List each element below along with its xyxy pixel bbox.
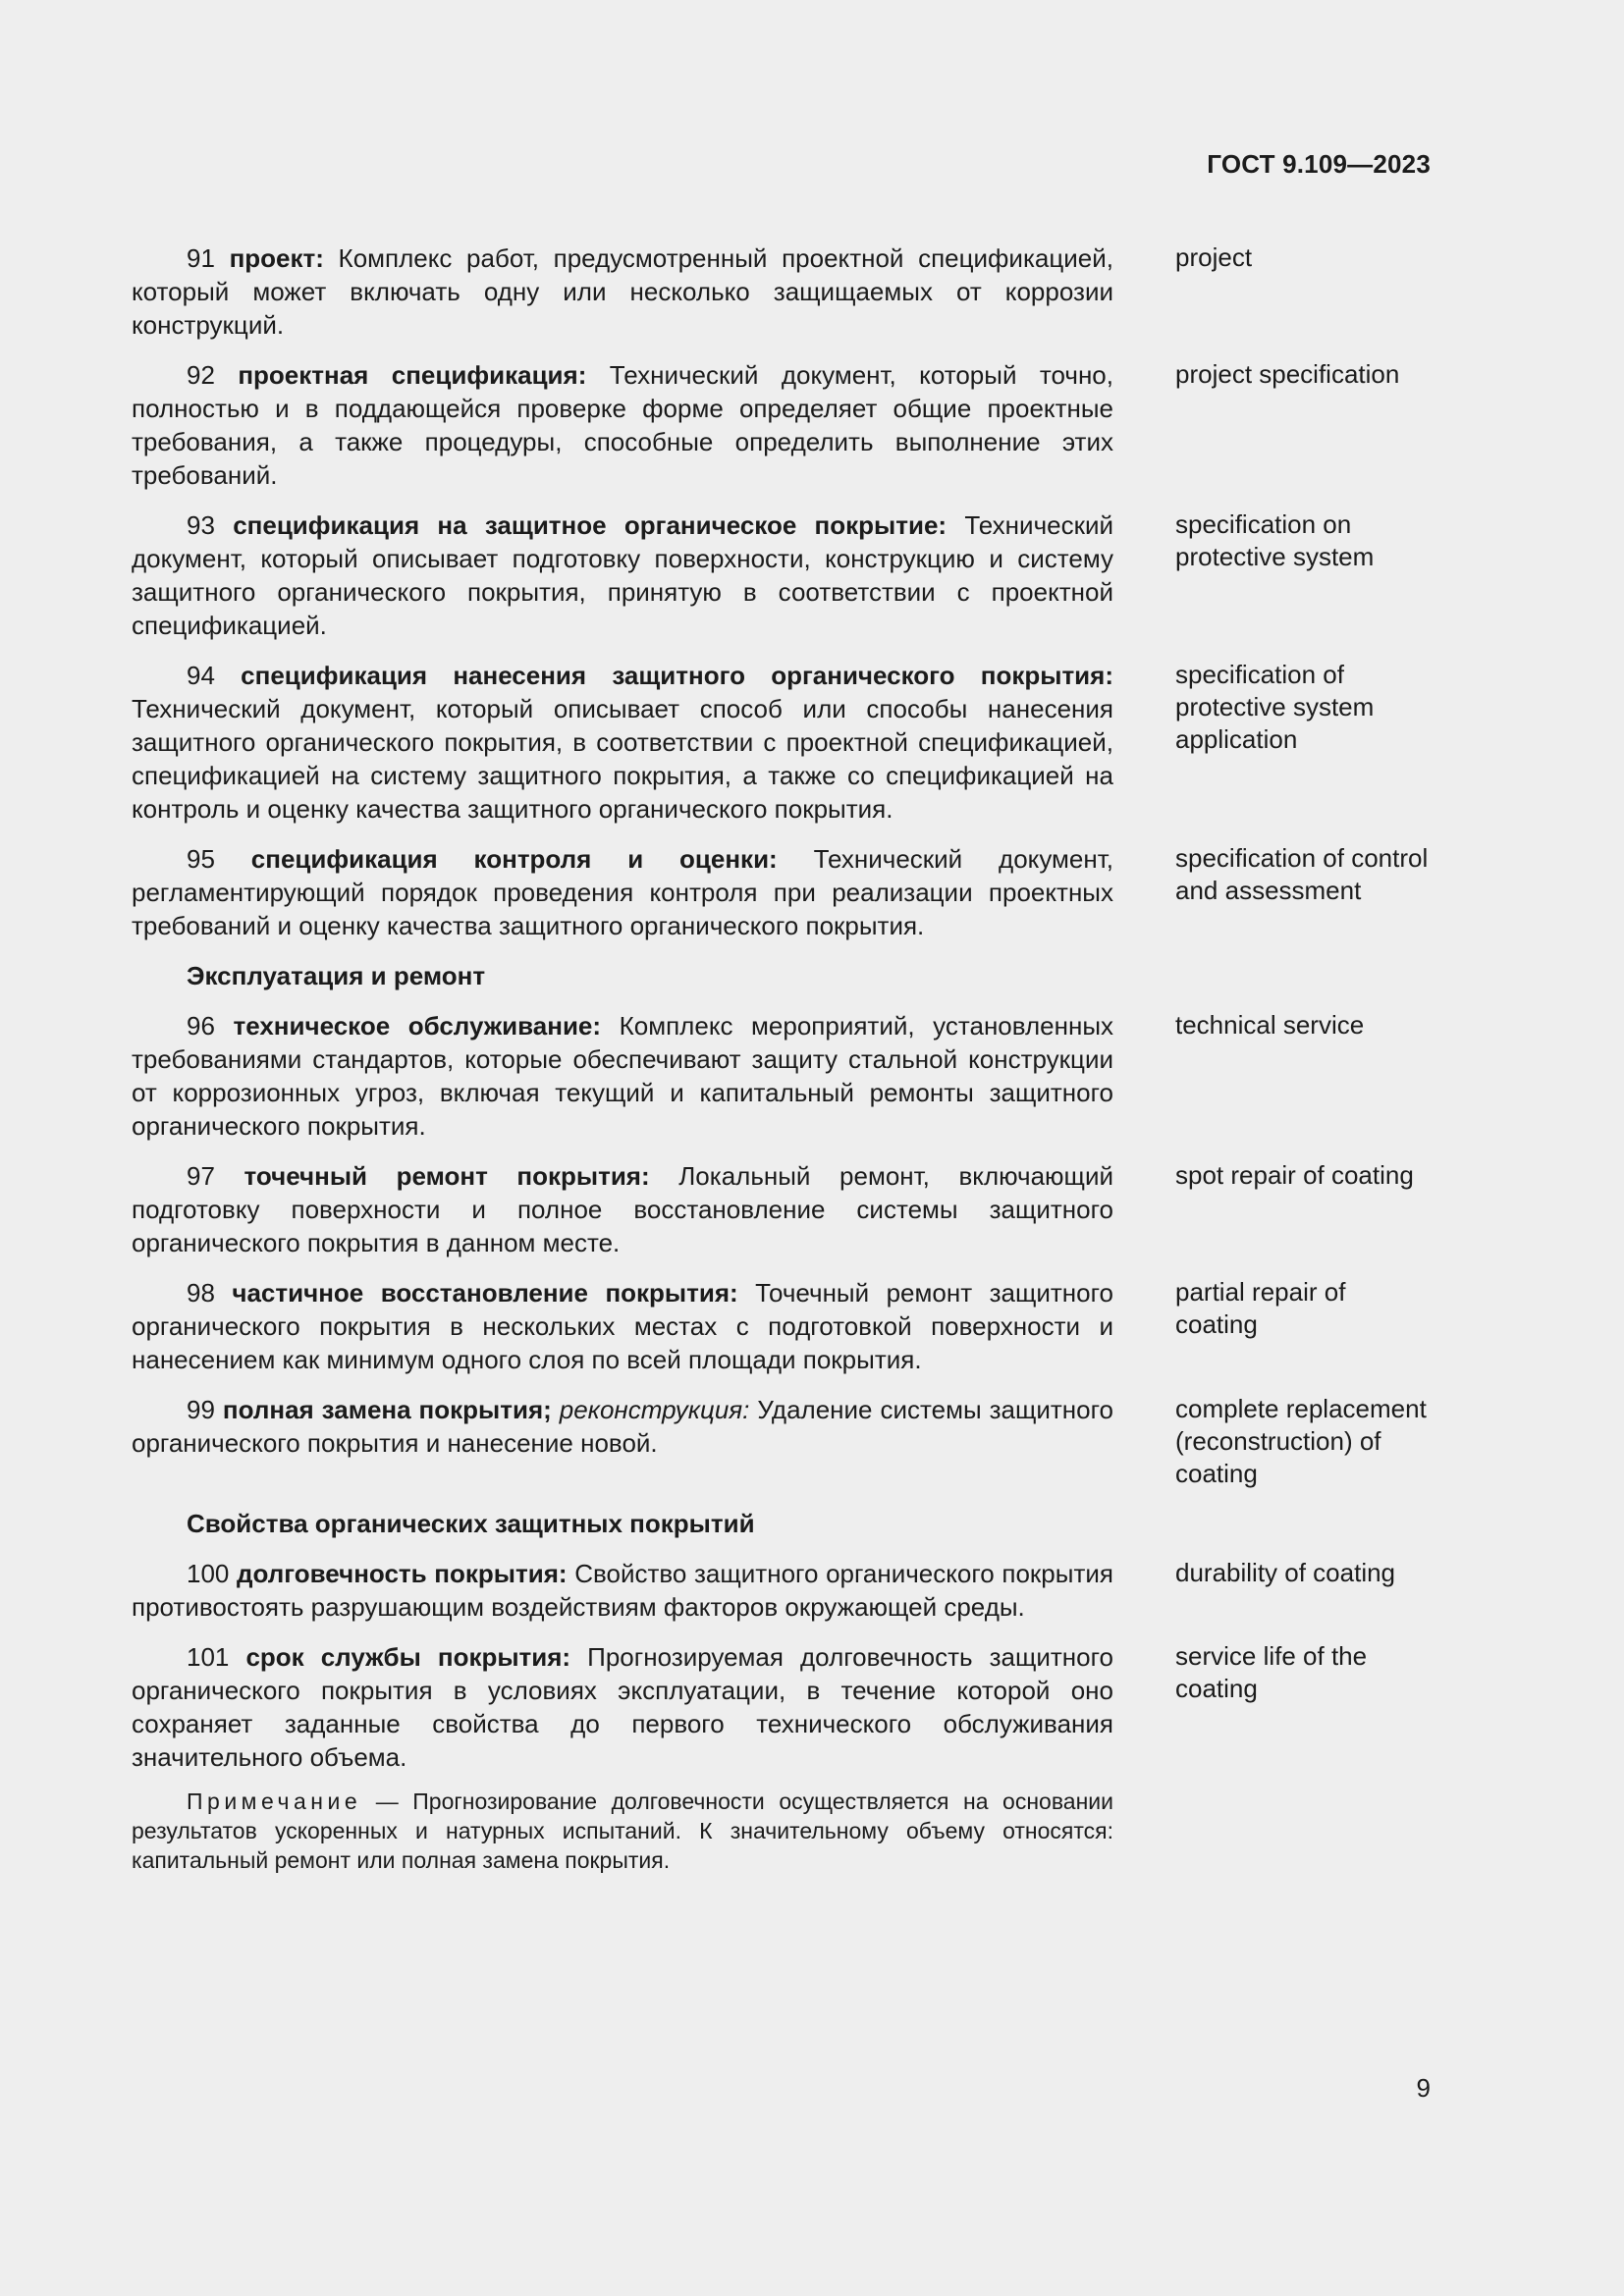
definition-text [132,241,1113,342]
term-name: точечный ремонт покрытия: [244,1161,650,1191]
term-definition: Технический документ, который описывает подготовку поверхности, конструкцию и систему защитного органического покрытия, принятую в соответствии с проектной спецификацией. [132,510,1113,640]
term-definition: Свойство защитного органического покрытия противостоять разрушающим воздействиям факторов окружающей среды. [132,1559,1113,1622]
definition-text [132,842,1113,942]
section-heading-properties: Свойства органических защитных покрытий [187,1509,755,1538]
term-entry-100 [132,1557,1434,1624]
document-code: ГОСТ 9.109—2023 [1207,149,1431,179]
note [132,1787,1113,1875]
definition-text [132,1393,1113,1460]
term-number: 101 [187,1642,230,1672]
term-number: 91 [187,243,215,273]
term-alternative: реконструкция: [559,1395,750,1424]
term-name: проект: [229,243,324,273]
term-number: 95 [187,844,215,874]
english-equivalent: specification of control and assessment [1175,843,1429,905]
term-number: 97 [187,1161,215,1191]
definition-text [132,358,1113,492]
english-equivalent: spot repair of coating [1175,1160,1414,1190]
term-name: спецификация нанесения защитного органического покрытия: [241,661,1113,690]
definition-text [132,1276,1113,1376]
term-name: частичное восстановление покрытия: [232,1278,738,1308]
english-equivalent: complete replacement (reconstruction) of coating [1175,1394,1427,1488]
terms-list [132,241,1434,1875]
term-number: 94 [187,661,215,690]
english-equivalent: project [1175,242,1253,272]
note-label: Примечание [187,1789,362,1814]
term-definition: Удаление системы защитного органического покрытия и нанесение новой. [132,1395,1113,1458]
term-definition: Локальный ремонт, включающий подготовку поверхности и полное восстановление системы защитного органического покрытия в данном месте. [132,1161,1113,1257]
term-number: 100 [187,1559,230,1588]
section-heading-operation: Эксплуатация и ремонт [187,961,486,990]
english-equivalent: project specification [1175,359,1400,389]
term-name: проектная спецификация: [238,360,587,390]
term-entry-97 [132,1159,1434,1259]
term-definition: Технический документ, который описывает способ или способы нанесения защитного органического покрытия, в соответствии с проектной спецификацией, спецификацией на систему защитного покрытия, а также со спецификацией на контроль и оценку качества защитного органического покрытия. [132,694,1113,824]
definition-text [132,659,1113,826]
term-definition: Технический документ, который точно, полностью и в поддающейся проверке форме определяет общие проектные требования, а также процедуры, способные определить выполнение этих требований. [132,360,1113,490]
definition-text [132,1557,1113,1624]
term-name: техническое обслуживание: [233,1011,602,1041]
term-name: спецификация контроля и оценки: [250,844,778,874]
definition-text [132,1640,1113,1774]
term-definition: Комплекс мероприятий, установленных требованиями стандартов, которые обеспечивают защиту стальной конструкции от коррозионных угроз, включая текущий и капитальный ремонты защитного органического покрытия. [132,1011,1114,1141]
term-name: полная замена покрытия; [222,1395,552,1424]
term-definition: Технический документ, регламентирующий порядок проведения контроля при реализации проектных требований и оценку качества защитного органического покрытия. [132,844,1113,940]
term-entry-94 [132,659,1434,826]
term-number: 96 [187,1011,215,1041]
term-entry-91 [132,241,1434,342]
english-equivalent: partial repair of coating [1175,1277,1346,1339]
term-entry-99 [132,1393,1434,1490]
term-name: долговечность покрытия: [237,1559,568,1588]
term-entry-93 [132,508,1434,642]
english-equivalent: technical service [1175,1010,1365,1040]
definition-text [132,1009,1113,1143]
term-definition: Прогнозируемая долговечность защитного органического покрытия в условиях эксплуатации, в течение которой оно сохраняет заданные свойства до первого технического обслуживания значительного объема. [132,1642,1113,1772]
term-number: 98 [187,1278,215,1308]
term-definition: Комплекс работ, предусмотренный проектной спецификацией, который может включать одну или несколько защищаемых от коррозии конструкций. [132,243,1113,340]
note-text: — Прогнозирование долговечности осуществляется на основании результатов ускоренных и натурных испытаний. К значительному объему относятся: капитальный ремонт или полная замена покрытия. [132,1789,1113,1873]
term-name: спецификация на защитное органическое покрытие: [233,510,947,540]
definition-text [132,1159,1113,1259]
term-number: 93 [187,510,215,540]
english-equivalent: service life of the coating [1175,1641,1368,1703]
english-equivalent: specification of protective system application [1175,660,1375,754]
page-number: 9 [1416,2073,1431,2103]
term-definition: Точечный ремонт защитного органического покрытия в нескольких местах с подготовкой поверхности и нанесением как минимум одного слоя по всей площади покрытия. [132,1278,1113,1374]
term-entry-92 [132,358,1434,492]
definition-text [132,508,1113,642]
term-entry-96 [132,1009,1434,1143]
term-number: 99 [187,1395,215,1424]
term-entry-98 [132,1276,1434,1376]
term-entry-101 [132,1640,1434,1774]
term-number: 92 [187,360,215,390]
english-equivalent: durability of coating [1175,1558,1396,1587]
term-name: срок службы покрытия: [245,1642,571,1672]
term-entry-95 [132,842,1434,942]
english-equivalent: specification on protective system [1175,509,1375,571]
